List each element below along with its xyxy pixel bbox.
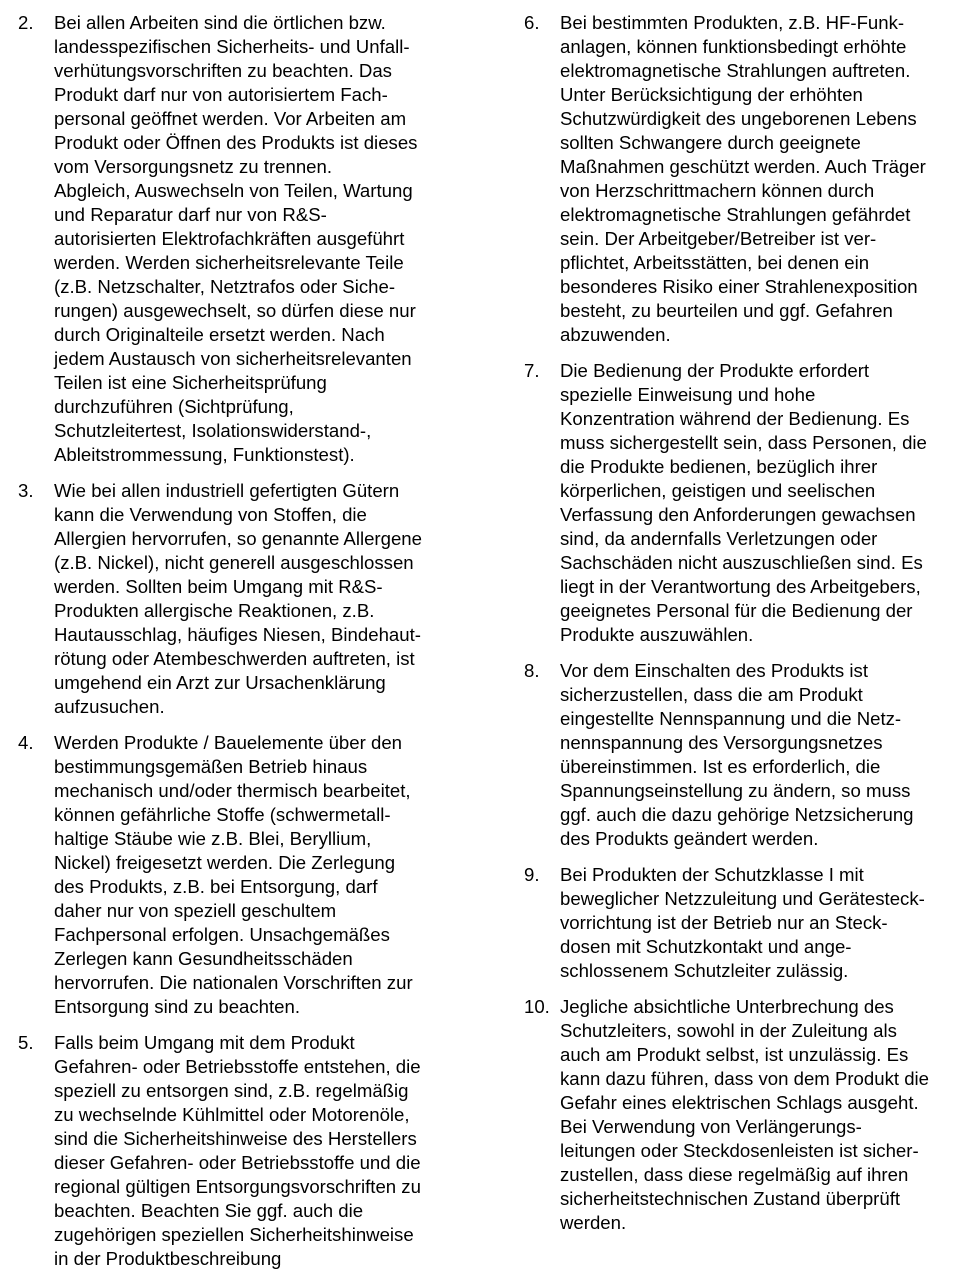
text-line: Hautausschlag, häufiges Niesen, Bindehaut-	[54, 624, 421, 645]
text-line: sein. Der Arbeitgeber/Betreiber ist ver-	[560, 228, 877, 249]
list-item-number: 4.	[18, 732, 34, 753]
text-line: kann die Verwendung von Stoffen, die	[54, 504, 367, 525]
text-line: vorrichtung ist der Betrieb nur an Steck-	[560, 912, 888, 933]
text-line: autorisierten Elektrofachkräften ausgeführt	[54, 228, 405, 249]
right-column	[524, 11, 964, 1247]
text-line: besonderes Risiko einer Strahlenexposition	[560, 276, 918, 297]
list-item-number: 9.	[524, 864, 540, 885]
text-line: haltige Stäube wie z.B. Blei, Beryllium,	[54, 828, 372, 849]
left-column	[18, 11, 458, 1283]
text-line: Gefahr eines elektrischen Schlags ausgeht.	[560, 1092, 919, 1113]
text-line: Jegliche absichtliche Unterbrechung des	[560, 996, 894, 1017]
text-line: durch Originalteile ersetzt werden. Nach	[54, 324, 385, 345]
text-line: auch am Produkt selbst, ist unzulässig. Es	[560, 1044, 909, 1065]
list-item-number: 5.	[18, 1032, 34, 1053]
text-line: Produkten allergische Reaktionen, z.B.	[54, 600, 375, 621]
list-item-number: 3.	[18, 480, 34, 501]
list-item	[524, 359, 964, 647]
list-item-number: 10.	[524, 996, 550, 1017]
text-line: werden.	[560, 1212, 627, 1233]
text-line: Nickel) freigesetzt werden. Die Zerlegung	[54, 852, 396, 873]
list-item	[18, 1031, 458, 1271]
list-item-text	[560, 11, 964, 347]
text-line: Teilen ist eine Sicherheitsprüfung	[54, 372, 327, 393]
text-line: zu wechselnde Kühlmittel oder Motorenöle,	[54, 1104, 410, 1125]
text-line: des Produkts geändert werden.	[560, 828, 819, 849]
text-line: Sachschäden nicht auszuschließen sind. Es	[560, 552, 923, 573]
text-line: vom Versorgungsnetz zu trennen.	[54, 156, 333, 177]
text-line: Verfassung den Anforderungen gewachsen	[560, 504, 916, 525]
list-item-number: 2.	[18, 12, 34, 33]
list-item-text	[54, 1031, 458, 1271]
text-line: können gefährliche Stoffe (schwermetall-	[54, 804, 391, 825]
text-line: sicherzustellen, dass die am Produkt	[560, 684, 863, 705]
text-line: sicherheitstechnischen Zustand überprüft	[560, 1188, 901, 1209]
text-line: die Produkte bedienen, bezüglich ihrer	[560, 456, 878, 477]
list-item	[18, 11, 458, 467]
text-line: Werden Produkte / Bauelemente über den	[54, 732, 402, 753]
text-line: (z.B. Netzschalter, Netztrafos oder Siche-	[54, 276, 396, 297]
text-line: Bei Produkten der Schutzklasse I mit	[560, 864, 864, 885]
text-line: umgehend ein Arzt zur Ursachenklärung	[54, 672, 386, 693]
text-line: leitungen oder Steckdosenleisten ist sicher-	[560, 1140, 919, 1161]
list-item	[18, 479, 458, 719]
text-line: aufzusuchen.	[54, 696, 165, 717]
text-line: sind die Sicherheitshinweise des Herstellers	[54, 1128, 417, 1149]
text-line: Wie bei allen industriell gefertigten Gütern	[54, 480, 400, 501]
list-item-number: 7.	[524, 360, 540, 381]
list-item-text	[54, 479, 458, 719]
text-line: bestimmungsgemäßen Betrieb hinaus	[54, 756, 368, 777]
text-line: (z.B. Nickel), nicht generell ausgeschlossen	[54, 552, 414, 573]
text-line: verhütungsvorschriften zu beachten. Das	[54, 60, 392, 81]
text-line: landesspezifischen Sicherheits- und Unfall-	[54, 36, 410, 57]
text-line: dosen mit Schutzkontakt und ange-	[560, 936, 852, 957]
list-item-text	[560, 863, 964, 983]
text-line: in der Produktbeschreibung	[54, 1248, 282, 1269]
text-line: dieser Gefahren- oder Betriebsstoffe und die	[54, 1152, 421, 1173]
text-line: Schutzwürdigkeit des ungeborenen Lebens	[560, 108, 917, 129]
text-line: personal geöffnet werden. Vor Arbeiten am	[54, 108, 407, 129]
list-item	[524, 863, 964, 983]
text-line: geeignetes Personal für die Bedienung der	[560, 600, 913, 621]
text-line: beachten. Beachten Sie ggf. auch die	[54, 1200, 364, 1221]
text-line: mechanisch und/oder thermisch bearbeitet,	[54, 780, 411, 801]
text-line: ggf. auch die dazu gehörige Netzsicherung	[560, 804, 914, 825]
text-line: zugehörigen speziellen Sicherheitshinweise	[54, 1224, 414, 1245]
text-line: sind, da andernfalls Verletzungen oder	[560, 528, 878, 549]
text-line: regional gültigen Entsorgungsvorschriften zu	[54, 1176, 421, 1197]
text-line: Fachpersonal erfolgen. Unsachgemäßes	[54, 924, 390, 945]
text-line: körperlichen, geistigen und seelischen	[560, 480, 876, 501]
text-line: Entsorgung sind zu beachten.	[54, 996, 301, 1017]
text-line: pflichtet, Arbeitsstätten, bei denen ein	[560, 252, 870, 273]
text-line: Unter Berücksichtigung der erhöhten	[560, 84, 863, 105]
list-item-text	[54, 731, 458, 1019]
text-line: Spannungseinstellung zu ändern, so muss	[560, 780, 911, 801]
text-line: durchzuführen (Sichtprüfung,	[54, 396, 294, 417]
text-line: Gefahren- oder Betriebsstoffe entstehen, die	[54, 1056, 421, 1077]
text-line: Maßnahmen geschützt werden. Auch Träger	[560, 156, 926, 177]
text-line: Allergien hervorrufen, so genannte Allergene	[54, 528, 422, 549]
list-item	[524, 659, 964, 851]
text-line: sollten Schwangere durch geeignete	[560, 132, 861, 153]
text-line: schlossenem Schutzleiter zulässig.	[560, 960, 849, 981]
text-line: rötung oder Atembeschwerden auftreten, ist	[54, 648, 415, 669]
text-line: Bei Verwendung von Verlängerungs-	[560, 1116, 862, 1137]
list-item	[524, 995, 964, 1235]
list-item-text	[54, 11, 458, 467]
text-line: daher nur von speziell geschultem	[54, 900, 337, 921]
text-line: Produkt oder Öffnen des Produkts ist dieses	[54, 132, 418, 153]
text-line: kann dazu führen, dass von dem Produkt die	[560, 1068, 930, 1089]
text-line: von Herzschrittmachern können durch	[560, 180, 875, 201]
text-line: Konzentration während der Bedienung. Es	[560, 408, 910, 429]
text-line: Falls beim Umgang mit dem Produkt	[54, 1032, 355, 1053]
text-line: Bei allen Arbeiten sind die örtlichen bzw.	[54, 12, 386, 33]
text-line: liegt in der Verantwortung des Arbeitgebers,	[560, 576, 921, 597]
text-line: eingestellte Nennspannung und die Netz-	[560, 708, 902, 729]
text-line: nennspannung des Versorgungsnetzes	[560, 732, 883, 753]
list-item-number: 6.	[524, 12, 540, 33]
text-line: übereinstimmen. Ist es erforderlich, die	[560, 756, 881, 777]
text-line: anlagen, können funktionsbedingt erhöhte	[560, 36, 907, 57]
text-line: Vor dem Einschalten des Produkts ist	[560, 660, 868, 681]
text-line: muss sichergestellt sein, dass Personen, die	[560, 432, 927, 453]
text-line: Produkte auszuwählen.	[560, 624, 754, 645]
text-line: jedem Austausch von sicherheitsrelevanten	[54, 348, 412, 369]
text-line: speziell zu entsorgen sind, z.B. regelmäßig	[54, 1080, 409, 1101]
text-line: elektromagnetische Strahlungen auftreten.	[560, 60, 911, 81]
text-line: besteht, zu beurteilen und ggf. Gefahren	[560, 300, 893, 321]
text-line: Ableitstrommessung, Funktionstest).	[54, 444, 355, 465]
text-line: elektromagnetische Strahlungen gefährdet	[560, 204, 911, 225]
text-line: hervorrufen. Die nationalen Vorschriften zur	[54, 972, 413, 993]
list-item-text	[560, 659, 964, 851]
list-item-text	[560, 995, 964, 1235]
text-line: rungen) ausgewechselt, so dürfen diese nur	[54, 300, 416, 321]
text-line: zustellen, dass diese regelmäßig auf ihren	[560, 1164, 909, 1185]
text-line: Die Bedienung der Produkte erfordert	[560, 360, 870, 381]
text-line: werden. Sollten beim Umgang mit R&S-	[54, 576, 383, 597]
list-item	[18, 731, 458, 1019]
text-line: werden. Werden sicherheitsrelevante Teile	[54, 252, 404, 273]
text-line: abzuwenden.	[560, 324, 671, 345]
text-line: Schutzleitertest, Isolationswiderstand-,	[54, 420, 372, 441]
text-line: des Produkts, z.B. bei Entsorgung, darf	[54, 876, 378, 897]
text-line: und Reparatur darf nur von R&S-	[54, 204, 327, 225]
list-item-text	[560, 359, 964, 647]
list-item-number: 8.	[524, 660, 540, 681]
text-line: spezielle Einweisung und hohe	[560, 384, 816, 405]
text-line: beweglicher Netzzuleitung und Gerätesteck-	[560, 888, 925, 909]
text-line: Produkt darf nur von autorisiertem Fach-	[54, 84, 388, 105]
list-item	[524, 11, 964, 347]
text-line: Schutzleiters, sowohl in der Zuleitung als	[560, 1020, 897, 1041]
text-line: Bei bestimmten Produkten, z.B. HF-Funk-	[560, 12, 905, 33]
text-line: Zerlegen kann Gesundheitsschäden	[54, 948, 353, 969]
text-line: Abgleich, Auswechseln von Teilen, Wartung	[54, 180, 413, 201]
